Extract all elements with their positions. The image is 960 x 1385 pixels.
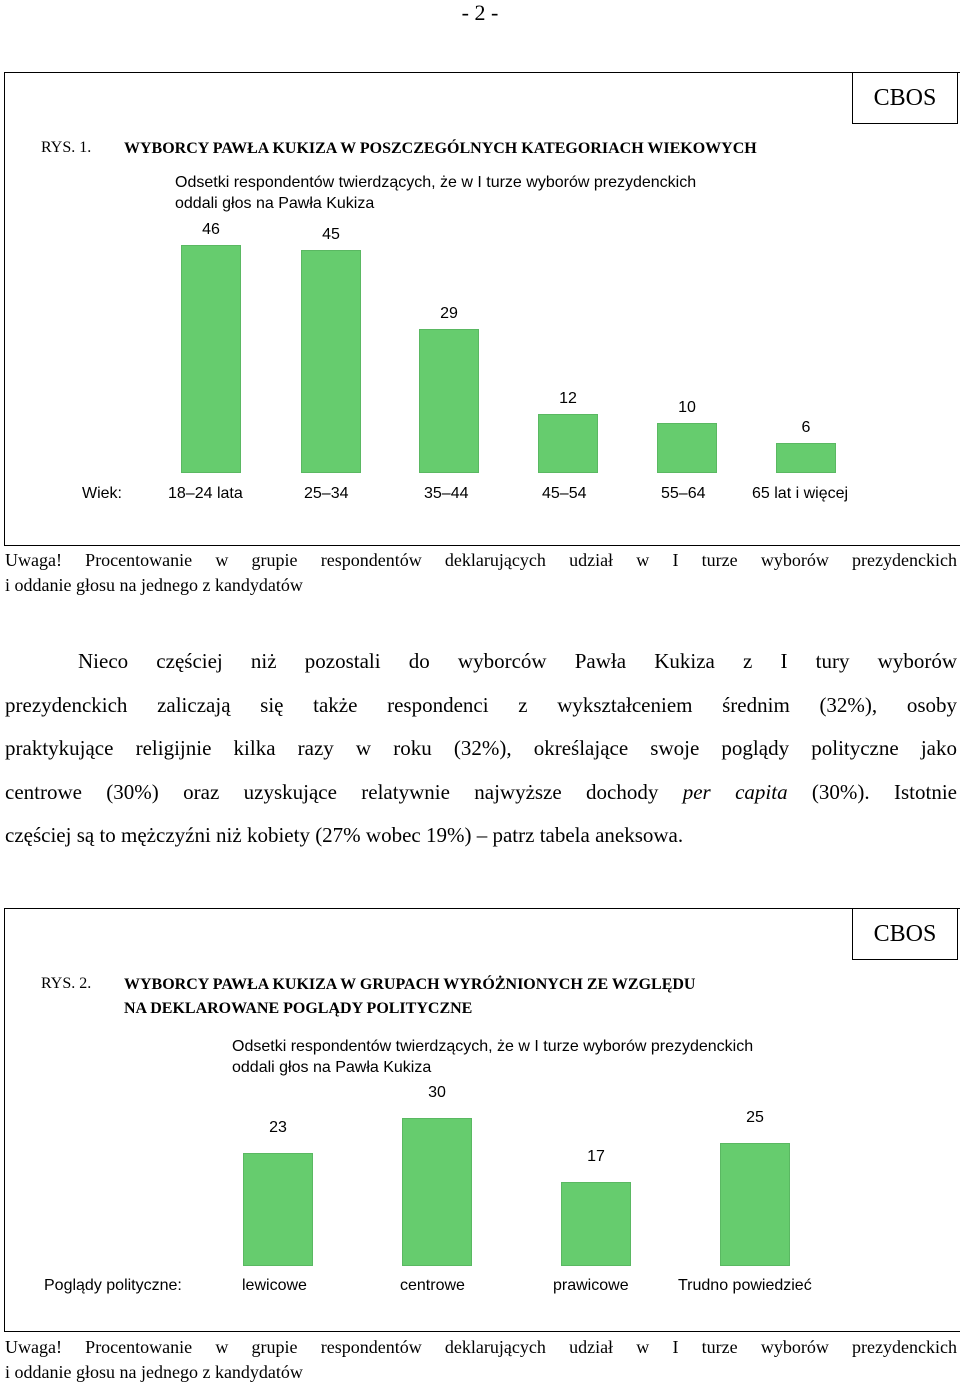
figure-2-title-line-1: WYBORCY PAWŁA KUKIZA W GRUPACH WYRÓŻNIONYCH ZE WZGLĘDU	[124, 976, 696, 993]
figure-1-cbos-label: CBOS	[873, 84, 937, 111]
paragraph-line-3: praktykujące religijnie kilka razy w roku (32%), określające swoje poglądy polityczne jako	[5, 736, 957, 760]
paragraph-line-5: częściej są to mężczyźni niż kobiety (27% wobec 19%) – patrz tabela aneksowa.	[5, 823, 684, 847]
figure-1-title: WYBORCY PAWŁA KUKIZA W POSZCZEGÓLNYCH KATEGORIACH WIEKOWYCH	[124, 140, 757, 157]
chart-2-bar	[720, 1143, 790, 1266]
chart-2-value-label: 30	[428, 1084, 446, 1101]
figure-1-axis-label: Wiek:	[82, 485, 122, 502]
figure-2-subtitle-line-2: oddali głos na Pawła Kukiza	[232, 1059, 432, 1076]
chart-2-bar	[243, 1153, 313, 1266]
figure-2-note	[5, 1335, 957, 1385]
chart-1-category-label: 18–24 lata	[168, 485, 243, 502]
figure-1-note-line-2: i oddanie głosu na jednego z kandydatów	[5, 575, 303, 595]
chart-2-category-label: prawicowe	[553, 1277, 629, 1294]
chart-2-value-label: 17	[587, 1148, 605, 1166]
figure-2-title-line-2: NA DEKLAROWANE POGLĄDY POLITYCZNE	[124, 1000, 473, 1017]
figure-2-cbos-label: CBOS	[873, 920, 937, 947]
paragraph-line-1: Nieco częściej niż pozostali do wyborców Pawła Kukiza z I tury wyborów	[78, 649, 957, 673]
page-number: - 2 -	[461, 0, 499, 25]
chart-1-category-label: 25–34	[304, 485, 349, 502]
figure-1-note-line-1: Uwaga! Procentowanie w grupie respondentów deklarujących udział w I turze wyborów prezydenckich	[5, 550, 957, 570]
paragraph-italic-per-capita: per capita	[682, 779, 788, 804]
paragraph-line-4-end: (30%). Istotnie	[787, 779, 958, 804]
chart-2-value-label: 23	[269, 1118, 287, 1136]
chart-1-value-label: 10	[678, 399, 696, 417]
chart-1-category-label: 35–44	[424, 485, 469, 502]
chart-2-bar	[402, 1118, 472, 1266]
figure-2-subtitle-line-1: Odsetki respondentów twierdzących, że w I turze wyborów prezydenckich	[232, 1038, 754, 1055]
chart-1-value-label: 29	[440, 305, 458, 323]
figure-1-subtitle-line-2: oddali głos na Pawła Kukiza	[175, 195, 375, 212]
chart-1-category-label: 45–54	[542, 485, 587, 502]
chart-2-category-label: Trudno powiedzieć	[678, 1277, 812, 1294]
figure-1-label: RYS. 1.	[41, 139, 92, 156]
figure-2-note-line-1: Uwaga! Procentowanie w grupie respondentów deklarujących udział w I turze wyborów prezydenckich	[5, 1337, 957, 1357]
chart-1-category-label: 65 lat i więcej	[752, 485, 849, 502]
chart-1-value-label: 12	[559, 389, 577, 407]
paragraph-line-2: prezydenckich zaliczają się także respondenci z wykształceniem średnim (32%), osoby	[5, 692, 957, 717]
figure-1-subtitle-line-1: Odsetki respondentów twierdzących, że w I turze wyborów prezydenckich	[175, 174, 697, 191]
paragraph-line-4-start: centrowe (30%) oraz uzyskujące relatywnie najwyższe dochody	[5, 779, 683, 804]
chart-1-value-label: 6	[801, 419, 811, 437]
figure-2-note-line-2: i oddanie głosu na jednego z kandydatów	[5, 1362, 303, 1382]
chart-2-value-label: 25	[746, 1108, 764, 1126]
chart-2-category-label: lewicowe	[242, 1277, 307, 1294]
chart-1-value-label: 46	[202, 221, 220, 238]
chart-2-bar	[561, 1182, 631, 1266]
chart-1-value-label: 45	[322, 225, 340, 243]
figure-2-label: RYS. 2.	[41, 975, 92, 992]
chart-2-category-label: centrowe	[400, 1277, 465, 1294]
chart-1-category-label: 55–64	[661, 485, 706, 502]
figure-2-axis-label: Poglądy polityczne:	[44, 1277, 182, 1294]
